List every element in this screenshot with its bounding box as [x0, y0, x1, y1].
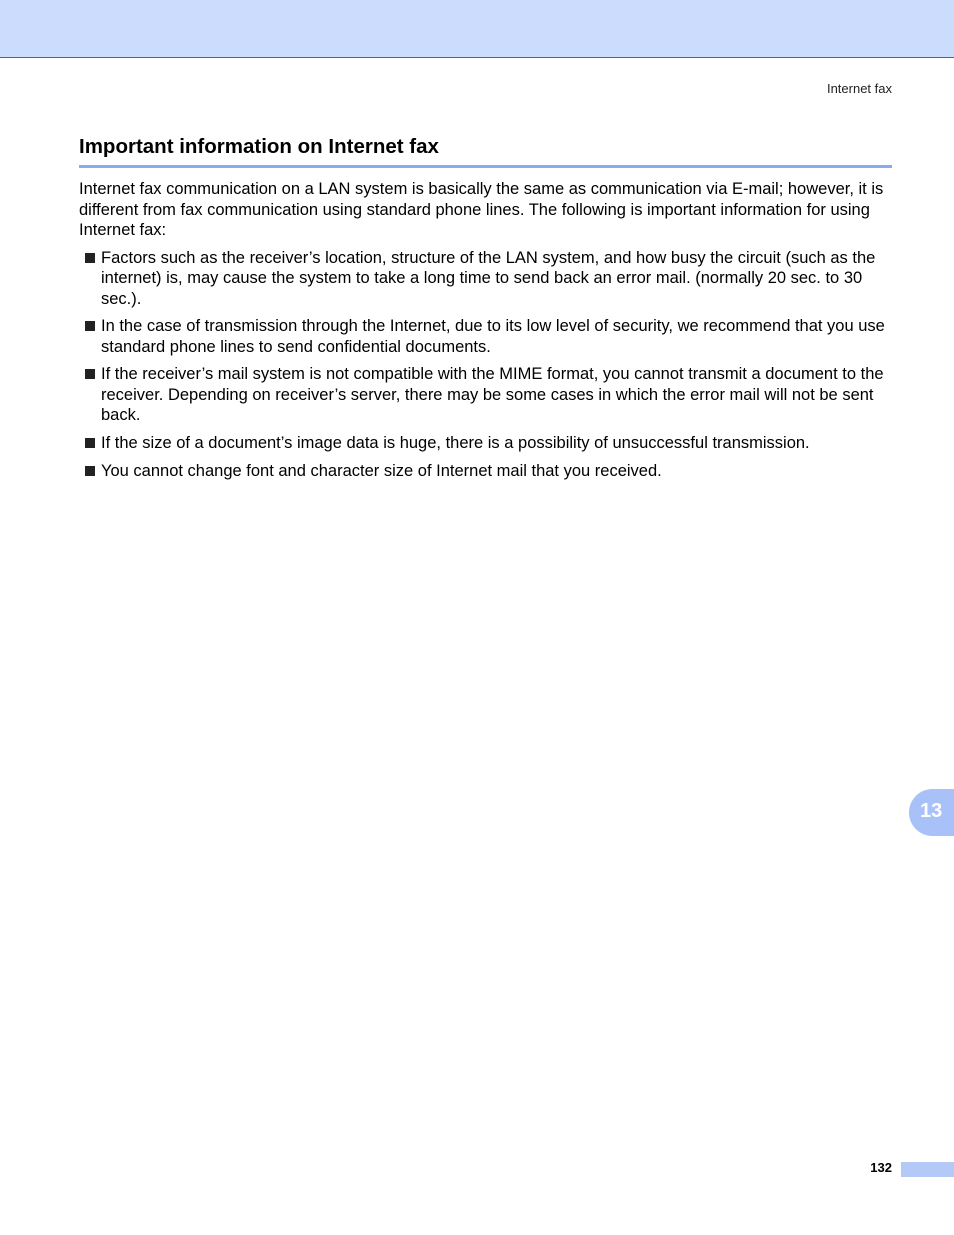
list-item-text: In the case of transmission through the Internet, due to its low level of security, we recommend that you use standard phone lines to send confidential documents.	[101, 317, 885, 356]
list-item	[79, 248, 891, 309]
bullet-list	[79, 248, 891, 488]
page-number: 132	[870, 1160, 892, 1175]
list-item	[79, 364, 891, 425]
intro-paragraph: Internet fax communication on a LAN system is basically the same as communication via E-mail; however, it is different from fax communication using standard phone lines. The following is important information for using Internet fax:	[79, 180, 884, 239]
footer-accent-bar	[901, 1162, 954, 1177]
list-item	[79, 433, 891, 453]
list-item-text: Factors such as the receiver’s location, structure of the LAN system, and how busy the circuit (such as the internet) is, may cause the system to take a long time to send back an error mail. (normally 20 sec. to 30 sec.).	[101, 249, 876, 308]
title-underline	[79, 165, 892, 168]
list-item-text: You cannot change font and character size of Internet mail that you received.	[101, 461, 662, 480]
square-bullet-icon	[85, 438, 95, 448]
list-item	[79, 316, 891, 357]
list-item-text: If the receiver’s mail system is not compatible with the MIME format, you cannot transmit a document to the receiver. Depending on receiver’s server, there may be some cases in which the error mail will not be sent back.	[101, 365, 884, 425]
list-item	[79, 461, 891, 481]
square-bullet-icon	[85, 253, 95, 263]
header-band	[0, 0, 954, 58]
square-bullet-icon	[85, 369, 95, 379]
running-header: Internet fax	[826, 81, 892, 96]
section-title: Important information on Internet fax	[79, 135, 439, 158]
square-bullet-icon	[85, 321, 95, 331]
list-item-text: If the size of a document’s image data is huge, there is a possibility of unsuccessful transmission.	[101, 433, 810, 452]
chapter-number: 13	[920, 800, 943, 822]
square-bullet-icon	[85, 466, 95, 476]
